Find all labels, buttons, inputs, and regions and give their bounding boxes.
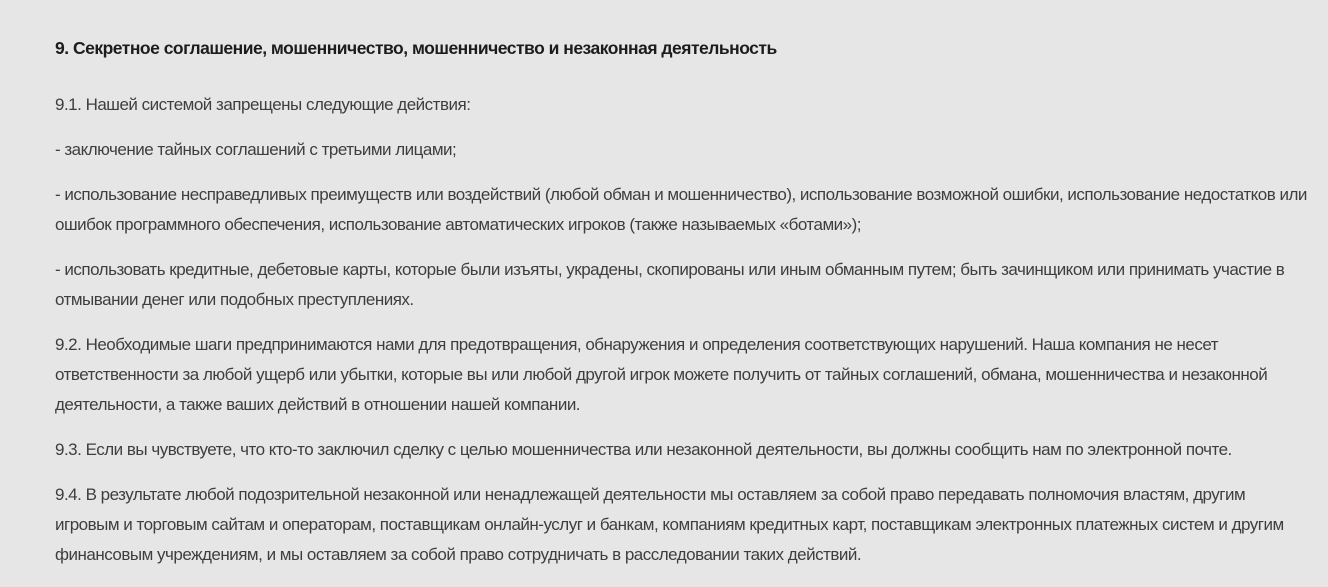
- prohibited-item-stolen-cards: - использовать кредитные, дебетовые карты, которые были изъяты, украдены, скопированы или иным обманным путем; быть зачинщиком или принимать участие в отмывании денег или подобных преступлениях.: [55, 260, 1285, 309]
- section-heading: 9. Секретное соглашение, мошенничество, мошенничество и незаконная деятельность: [55, 38, 777, 58]
- prohibited-item-collusion: - заключение тайных соглашений с третьими лицами;: [55, 140, 457, 159]
- paragraph-9-3-reporting: 9.3. Если вы чувствуете, что кто-то заключил сделку с целью мошенничества или незаконной деятельности, вы должны сообщить нам по электронной почте.: [55, 440, 1232, 459]
- paragraph-9-4-cooperation: 9.4. В результате любой подозрительной незаконной или ненадлежащей деятельности мы оставляем за собой право передавать полномочия властям, другим игровым и торговым сайтам и операторам, поставщикам онлайн-услуг и банкам, компаниям кредитных карт, поставщикам электронных платежных систем и другим финансовым учреждениям, и мы оставляем за собой право сотрудничать в расследовании таких действий.: [55, 485, 1284, 564]
- paragraph-9-1-intro: 9.1. Нашей системой запрещены следующие действия:: [55, 95, 471, 114]
- paragraph-9-2-liability: 9.2. Необходимые шаги предпринимаются нами для предотвращения, обнаружения и определения соответствующих нарушений. Наша компания не несет ответственности за любой ущерб или убытки, которые вы или любой другой игрок можете получить от тайных соглашений, обмана, мошенничества и незаконной деятельности, а также ваших действий в отношении нашей компании.: [55, 335, 1268, 414]
- prohibited-item-unfair-advantage: - использование несправедливых преимуществ или воздействий (любой обман и мошенничество), использование возможной ошибки, использование недостатков или ошибок программного обеспечения, использование автоматических игроков (также называемых «ботами»);: [55, 185, 1307, 234]
